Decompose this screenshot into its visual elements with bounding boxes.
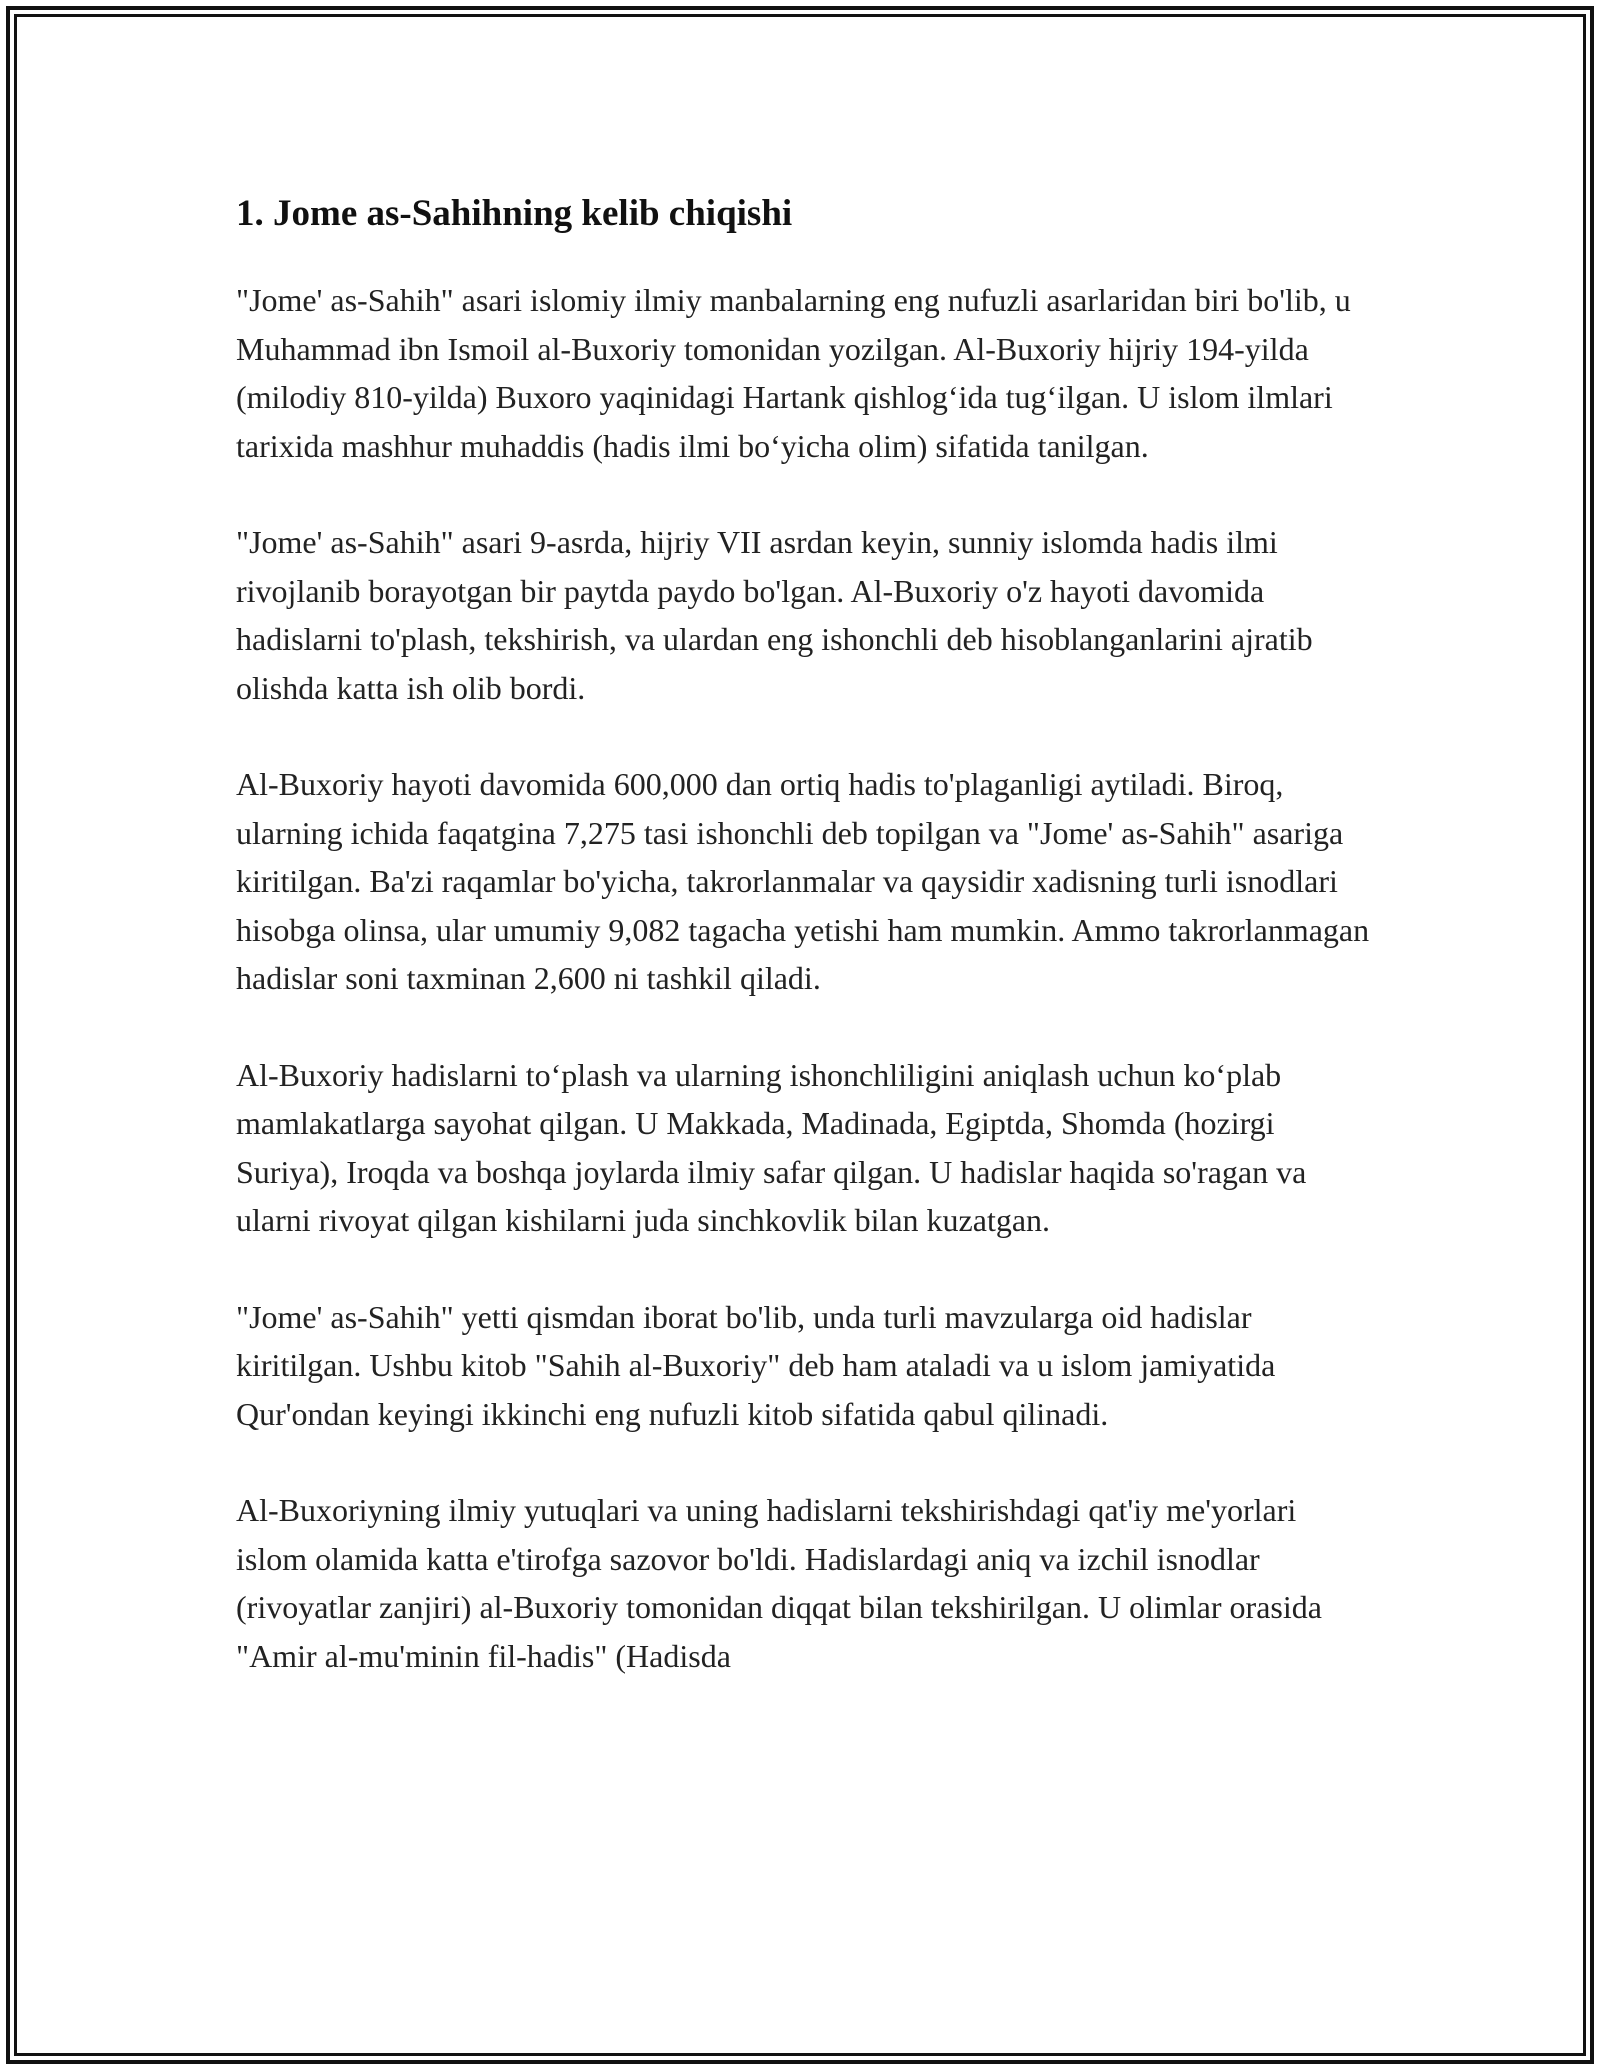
paragraph-4: Al-Buxoriy hadislarni to‘plash va ularning ishonchliligini aniqlash uchun ko‘plab mamlakatlarga sayohat qilgan. U Makkada, Madinada, Egiptda, Shomda (hozirgi Suriya), Iroqda va boshqa joylarda ilmiy safar qilgan. U hadislar haqida so'ragan va ularni rivoyat qilgan kishilarni juda sinchkovlik bilan kuzatgan. <box>236 1056 1307 1238</box>
paragraph-3: Al-Buxoriy hayoti davomida 600,000 dan ortiq hadis to'plaganligi aytiladi. Biroq, ularning ichida faqatgina 7,275 tasi ishonchli deb topilgan va "Jome' as-Sahih" asariga kiritilgan. Ba'zi raqamlar bo'yicha, takrorlanmalar va qaysidir xadisning turli isnodlari hisobga olinsa, ular umumiy 9,082 tagacha yetishi ham mumkin. Ammo takrorlanmagan hadislar soni taxminan 2,600 ni tashkil qiladi. <box>236 766 1370 996</box>
paragraph-5: "Jome' as-Sahih" yetti qismdan iborat bo'lib, unda turli mavzularga oid hadislar kiritilgan. Ushbu kitob "Sahih al-Buxoriy" deb ham ataladi va u islom jamiyatida Qur'ondan keyingi ikkinchi eng nufuzli kitob sifatida qabul qilinadi. <box>236 1298 1276 1432</box>
document-page <box>236 186 1371 1728</box>
paragraph-1: "Jome' as-Sahih" asari islomiy ilmiy manbalarning eng nufuzli asarlaridan biri bo'lib, u Muhammad ibn Ismoil al-Buxoriy tomonidan yozilgan. Al-Buxoriy hijriy 194-yilda (milodiy 810-yilda) Buxoro yaqinidagi Hartank qishlog‘ida tug‘ilgan. U islom ilmlari tarixida mashhur muhaddis (hadis ilmi bo‘yicha olim) sifatida tanilgan. <box>236 282 1351 464</box>
section-heading: 1. Jome as-Sahihning kelib chiqishi <box>236 193 793 234</box>
paragraph-2: "Jome' as-Sahih" asari 9-asrda, hijriy VII asrdan keyin, sunniy islomda hadis ilmi rivojlanib borayotgan bir paytda paydo bo'lgan. Al-Buxoriy o'z hayoti davomida hadislarni to'plash, tekshirish, va ulardan eng ishonchli deb hisoblanganlarini ajratib olishda katta ish olib bordi. <box>236 524 1313 706</box>
paragraph-6: Al-Buxoriyning ilmiy yutuqlari va uning hadislarni tekshirishdagi qat'iy me'yorlari islom olamida katta e'tirofga sazovor bo'ldi. Hadislardagi aniq va izchil isnodlar (rivoyatlar zanjiri) al-Buxoriy tomonidan diqqat bilan tekshirilgan. U olimlar orasida "Amir al-mu'minin fil-hadis" (Hadisda <box>236 1492 1322 1674</box>
